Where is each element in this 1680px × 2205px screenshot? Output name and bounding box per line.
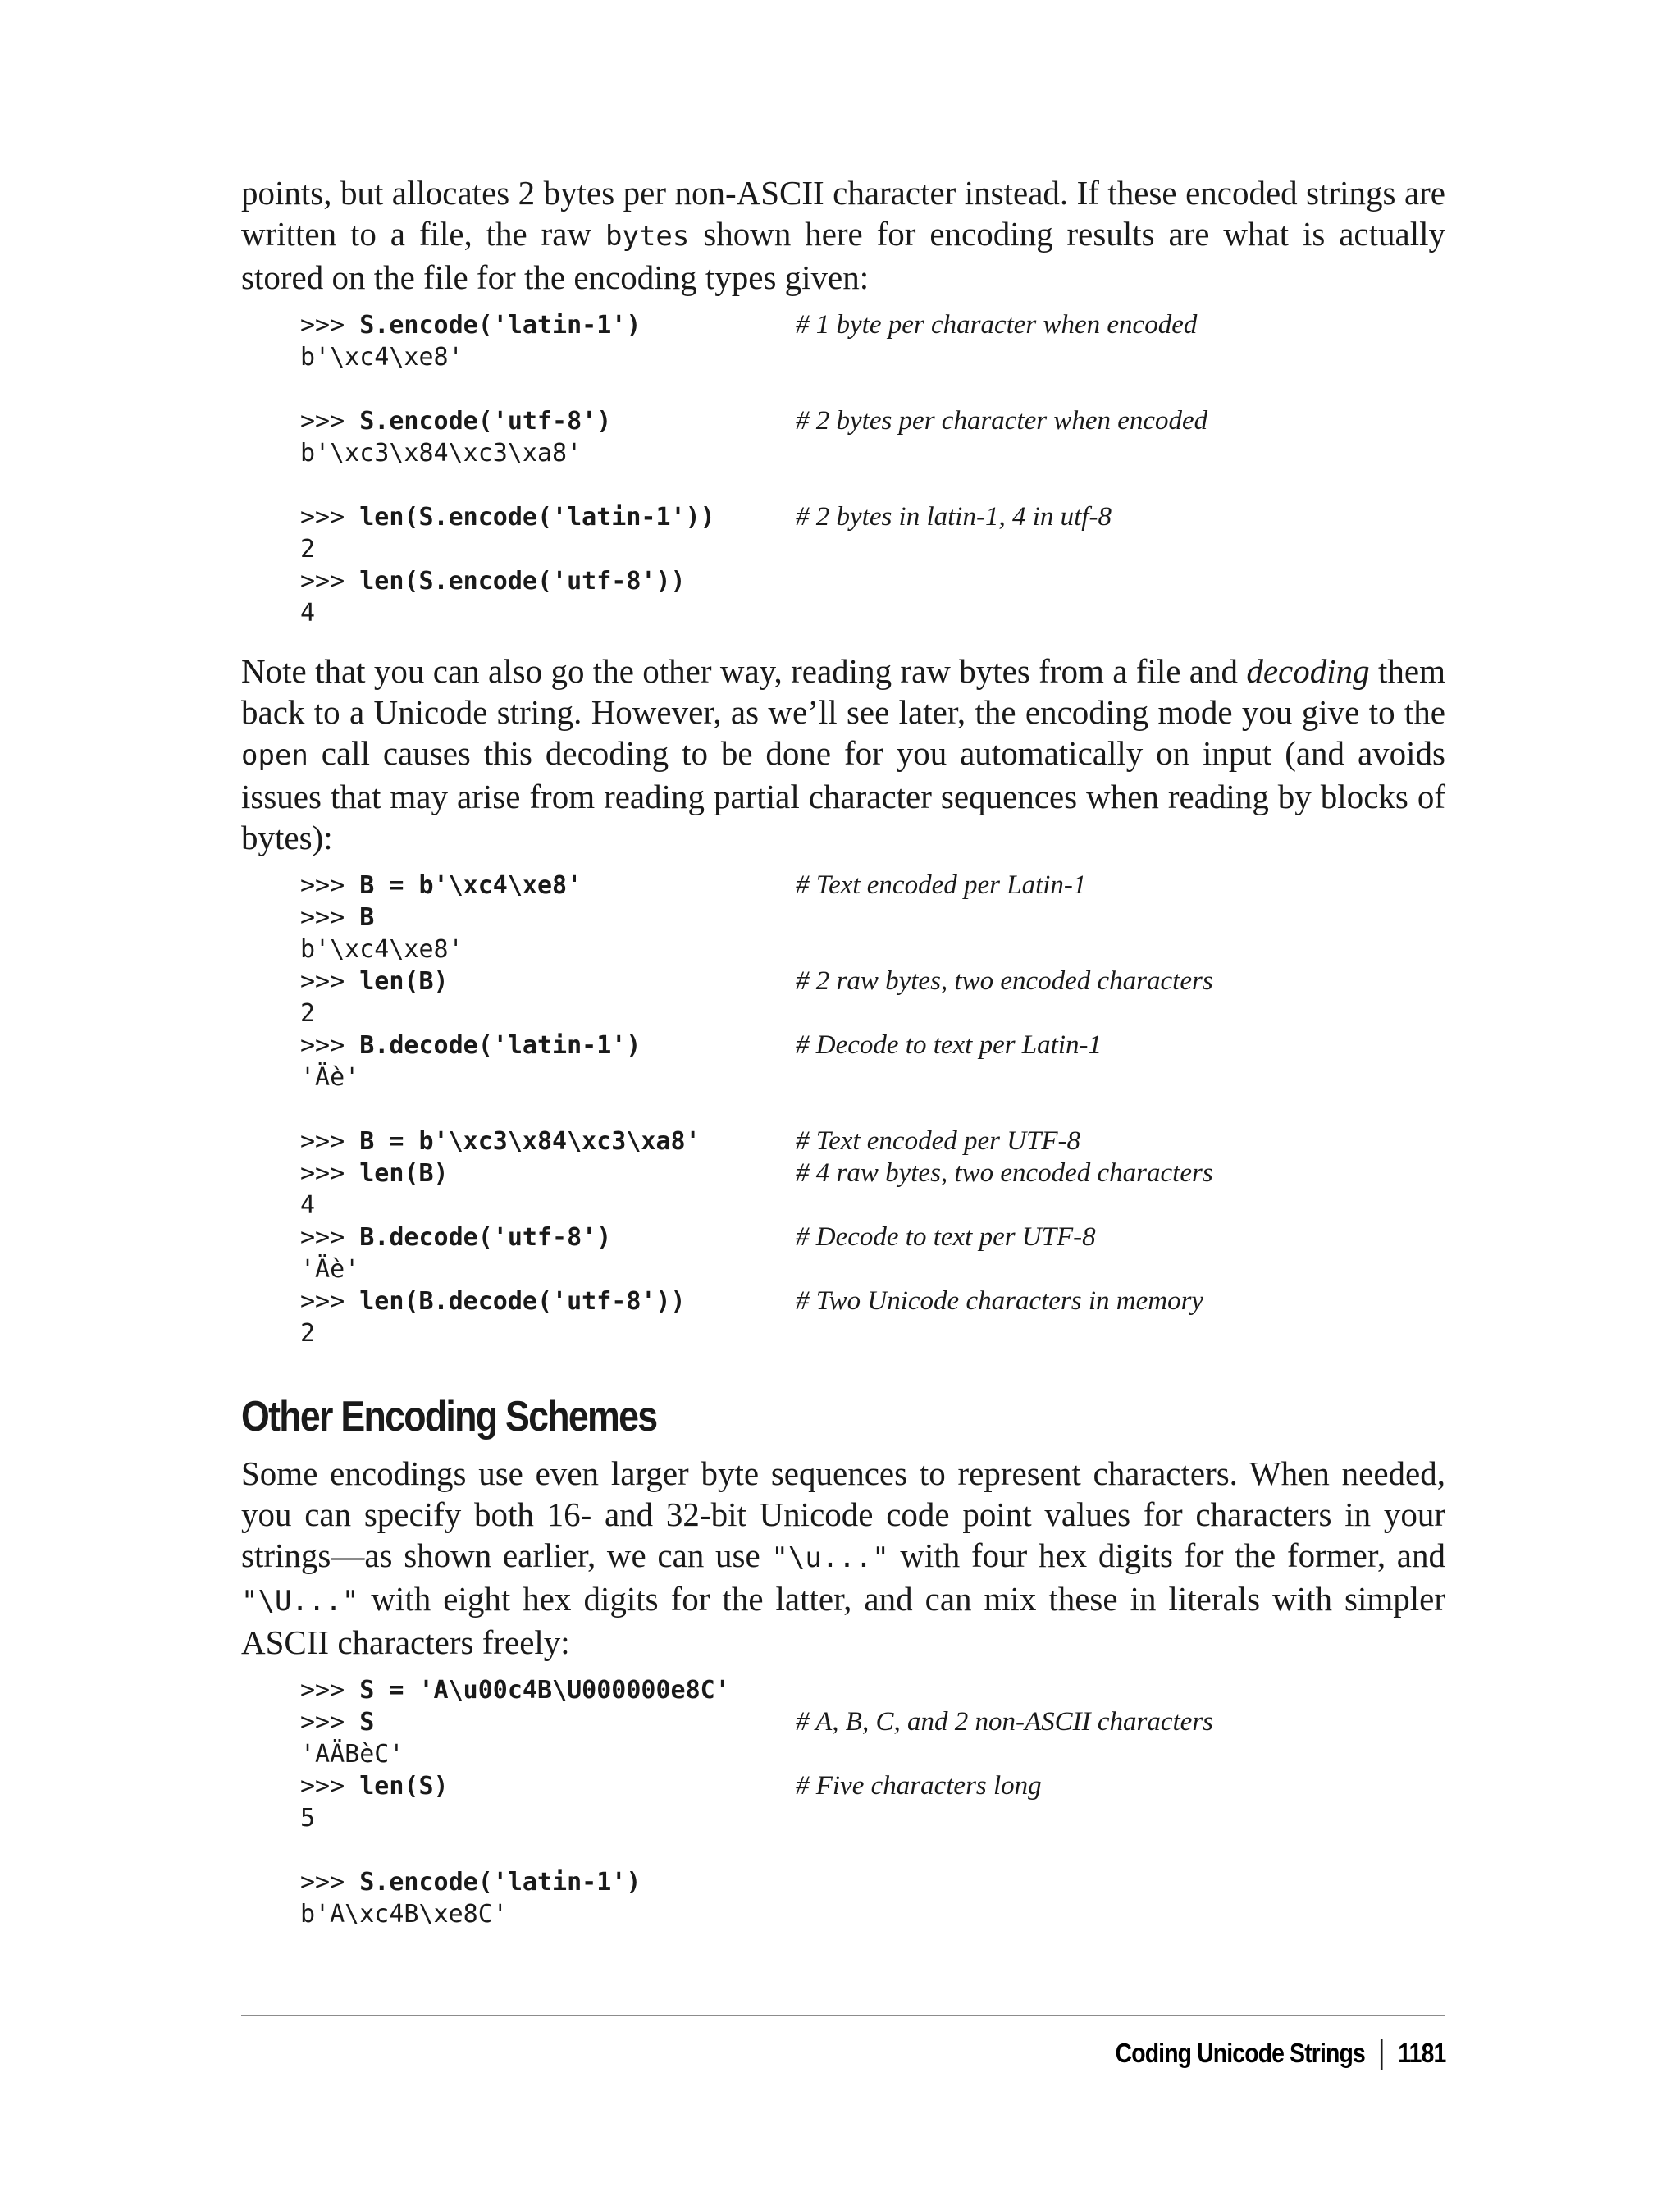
code-line	[300, 405, 1445, 437]
page-number: 1181	[1397, 2038, 1445, 2068]
running-footer	[1115, 2038, 1445, 2070]
inline-code: "\U..."	[241, 1585, 359, 1618]
paragraph-text: Some encodings use even larger byte sequences to represent characters. When needed, you can specify both 16- and 32-bit Unicode code point values for characters in your strings—as shown earlier, we can use	[241, 1454, 1445, 1574]
code-block-decode	[300, 870, 1445, 1349]
code-line	[300, 1093, 1445, 1125]
inline-code: "\u..."	[771, 1541, 889, 1574]
code-line	[300, 1706, 1445, 1738]
code-text: b'\xc4\xe8'	[300, 343, 463, 372]
code-comment: # 2 bytes in latin-1, 4 in utf-8	[796, 502, 1112, 532]
code-text: 'AÄBèC'	[300, 1740, 404, 1769]
code-line	[300, 966, 1445, 998]
code-input: len(S)	[359, 1772, 449, 1801]
paragraph-text: with four hex digits for the former, and	[888, 1536, 1445, 1574]
code-text: 'Äè'	[300, 1063, 360, 1092]
code-line	[300, 341, 1445, 373]
prompt: >>>	[300, 503, 360, 532]
code-block-encode	[300, 309, 1445, 629]
code-line	[300, 597, 1445, 629]
code-line	[300, 870, 1445, 902]
code-text	[300, 567, 686, 596]
code-line	[300, 1317, 1445, 1349]
code-text	[300, 407, 611, 436]
code-text: b'\xc3\x84\xc3\xa8'	[300, 439, 582, 468]
code-line	[300, 1157, 1445, 1189]
code-text: 5	[300, 1804, 316, 1833]
code-line	[300, 1898, 1445, 1930]
code-line	[300, 1738, 1445, 1770]
code-text: 4	[300, 599, 316, 628]
code-text	[300, 1868, 641, 1897]
code-comment: # Decode to text per UTF-8	[796, 1222, 1096, 1252]
code-line	[300, 1029, 1445, 1061]
paragraph-other-encodings	[241, 1453, 1445, 1663]
code-comment: # Five characters long	[796, 1771, 1042, 1801]
code-input: S.encode('utf-8')	[359, 407, 612, 436]
code-comment: # Text encoded per Latin-1	[796, 870, 1087, 900]
prompt: >>>	[300, 311, 360, 340]
code-text	[300, 1676, 730, 1705]
prompt: >>>	[300, 567, 360, 596]
code-line	[300, 1253, 1445, 1285]
prompt: >>>	[300, 407, 360, 436]
prompt: >>>	[300, 1287, 360, 1316]
paragraph-text: them back to a Unicode string. However, as we’ll see later, the encoding mode you give to the	[241, 652, 1446, 731]
code-text	[300, 903, 374, 932]
code-line	[300, 501, 1445, 533]
code-comment: # 1 byte per character when encoded	[796, 310, 1198, 340]
code-input: B	[359, 903, 375, 932]
code-text	[300, 1708, 374, 1737]
code-comment: # 2 raw bytes, two encoded characters	[796, 966, 1213, 996]
code-line	[300, 373, 1445, 405]
paragraph-decoding	[241, 651, 1445, 858]
code-text: 2	[300, 1319, 316, 1348]
paragraph-text: call causes this decoding to be done for you automatically on input (and avoids issues that may arise from reading partial character sequences when reading by blocks of bytes):	[241, 734, 1445, 856]
code-text	[300, 1031, 641, 1060]
code-comment: # 4 raw bytes, two encoded characters	[796, 1158, 1213, 1188]
page-body	[241, 172, 1445, 1930]
code-text	[300, 1223, 611, 1252]
prompt: >>>	[300, 1127, 360, 1156]
page-footer	[241, 2015, 1445, 2068]
prompt: >>>	[300, 1772, 360, 1801]
code-line	[300, 1061, 1445, 1093]
code-line	[300, 309, 1445, 341]
code-input: S.encode('latin-1')	[359, 311, 641, 340]
code-comment: # A, B, C, and 2 non-ASCII characters	[796, 1707, 1214, 1737]
code-input: B = b'\xc4\xe8'	[359, 871, 582, 900]
code-text: 2	[300, 535, 316, 564]
code-input: len(B)	[359, 1159, 449, 1188]
paragraph-text: with eight hex digits for the latter, and can mix these in literals with simpler ASCII characters freely:	[241, 1580, 1445, 1661]
code-line	[300, 533, 1445, 565]
code-line	[300, 1834, 1445, 1866]
code-line	[300, 469, 1445, 501]
prompt: >>>	[300, 1868, 360, 1897]
code-line	[300, 1674, 1445, 1706]
paragraph-text: shown here for encoding results are what is actually stored on the file for the encoding types given:	[241, 215, 1445, 296]
code-text	[300, 1287, 686, 1316]
code-input: B = b'\xc3\x84\xc3\xa8'	[359, 1127, 701, 1156]
code-input: len(B)	[359, 967, 449, 996]
code-line	[300, 1802, 1445, 1834]
code-input: B.decode('latin-1')	[359, 1031, 641, 1060]
code-line	[300, 1221, 1445, 1253]
code-text	[300, 1772, 449, 1801]
code-comment: # Decode to text per Latin-1	[796, 1030, 1102, 1060]
code-line	[300, 437, 1445, 469]
footer-section-title: Coding Unicode Strings	[1115, 2038, 1365, 2068]
footer-separator	[1380, 2039, 1382, 2070]
code-input: S.encode('latin-1')	[359, 1868, 641, 1897]
code-comment: # Text encoded per UTF-8	[796, 1126, 1081, 1156]
prompt: >>>	[300, 1159, 360, 1188]
code-line	[300, 565, 1445, 597]
prompt: >>>	[300, 903, 360, 932]
code-text: b'A\xc4B\xe8C'	[300, 1900, 508, 1929]
code-text: 'Äè'	[300, 1255, 360, 1284]
code-text	[300, 967, 449, 996]
inline-code: open	[241, 739, 308, 772]
code-line	[300, 934, 1445, 966]
code-text	[300, 871, 582, 900]
emphasis-text: decoding	[1246, 652, 1370, 690]
code-input: len(S.encode('latin-1'))	[359, 503, 715, 532]
code-input: S	[359, 1708, 375, 1737]
code-line	[300, 1285, 1445, 1317]
paragraph-text: Note that you can also go the other way, reading raw bytes from a file and	[241, 652, 1247, 690]
code-line	[300, 998, 1445, 1029]
prompt: >>>	[300, 967, 360, 996]
code-text	[300, 1159, 449, 1188]
code-input: B.decode('utf-8')	[359, 1223, 612, 1252]
code-text: 4	[300, 1191, 316, 1220]
code-line	[300, 1770, 1445, 1802]
code-line	[300, 1189, 1445, 1221]
code-line	[300, 1125, 1445, 1157]
prompt: >>>	[300, 1676, 360, 1705]
prompt: >>>	[300, 1031, 360, 1060]
code-comment: # Two Unicode characters in memory	[796, 1286, 1204, 1316]
paragraph-encoding-storage	[241, 172, 1445, 298]
code-text: b'\xc4\xe8'	[300, 935, 463, 964]
section-heading: Other Encoding Schemes	[241, 1393, 657, 1440]
code-text	[300, 503, 715, 532]
code-block-unicode-escapes	[300, 1674, 1445, 1930]
code-comment: # 2 bytes per character when encoded	[796, 406, 1208, 436]
code-input: len(S.encode('utf-8'))	[359, 567, 686, 596]
prompt: >>>	[300, 1223, 360, 1252]
prompt: >>>	[300, 1708, 360, 1737]
code-input: S = 'A\u00c4B\U000000e8C'	[359, 1676, 730, 1705]
prompt: >>>	[300, 871, 360, 900]
paragraph-text: points, but allocates 2 bytes per non-ASCII character instead. If these encoded strings are written to a file, the raw	[241, 174, 1445, 253]
code-text	[300, 1127, 701, 1156]
code-line	[300, 1866, 1445, 1898]
code-text: 2	[300, 999, 316, 1028]
code-line	[300, 902, 1445, 934]
code-text	[300, 311, 641, 340]
code-input: len(B.decode('utf-8'))	[359, 1287, 686, 1316]
inline-code: bytes	[605, 220, 690, 253]
